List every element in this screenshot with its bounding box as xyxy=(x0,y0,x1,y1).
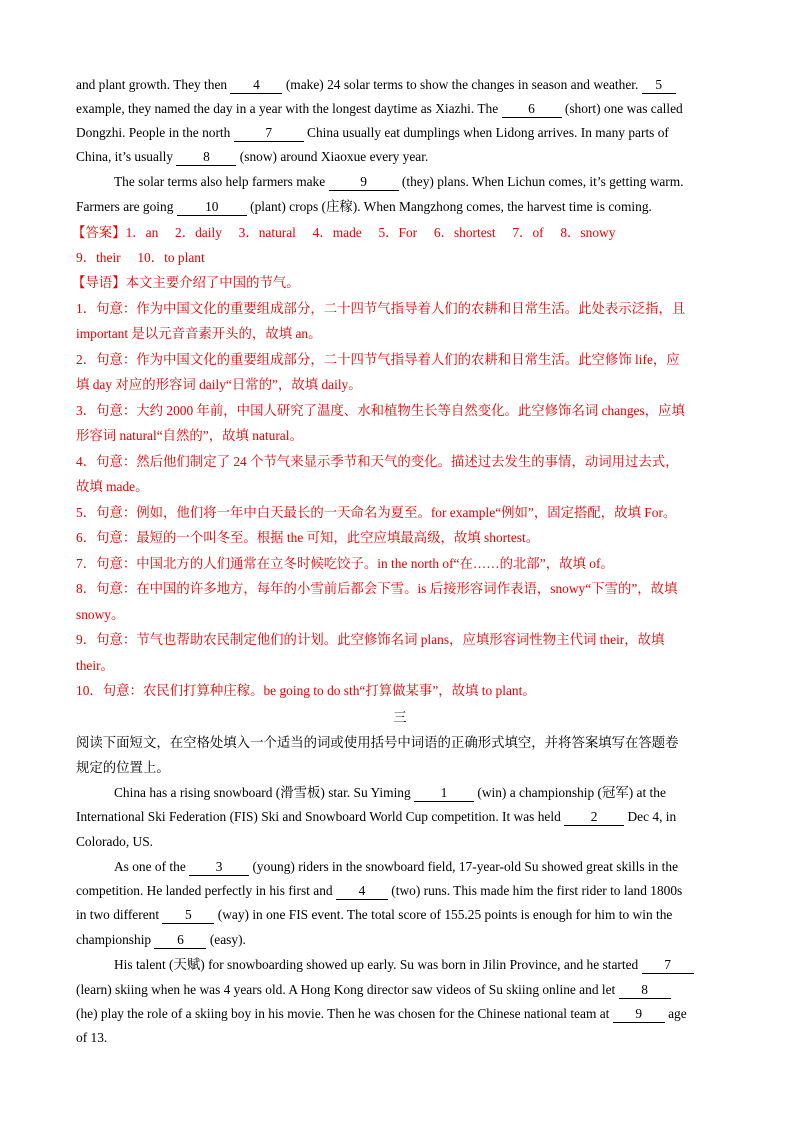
passage3-line: in two different 5 (way) in one FIS event. The total score of 155.25 points is enough for him to win the xyxy=(76,907,673,922)
explanation-line: 10．句意：农民们打算种庄稼。be going to do sth“打算做某事”，故填 to plant。 xyxy=(76,683,536,698)
passage-line-3: Dongzhi. People in the north 7 China usually eat dumplings when Lidong arrives. In many parts of xyxy=(76,125,669,140)
passage-line-1: and plant growth. They then 4 (make) 24 solar terms to show the changes in season and weather. 5 xyxy=(76,74,726,96)
blank-7[interactable]: 7 xyxy=(642,957,694,974)
blank-9[interactable]: 9 xyxy=(613,1006,665,1023)
blank-10[interactable]: 10 xyxy=(177,199,247,216)
explanation-line: 3．句意：大约 2000 年前，中国人研究了温度、水和植物生长等自然变化。此空修饰名词 changes，应填 xyxy=(76,403,685,418)
guide-label: 【导语】 xyxy=(72,275,126,290)
passage3-line: His talent (天赋) for snowboarding showed up early. Su was born in Jilin Province, and he started 7 xyxy=(114,954,726,976)
blank-7[interactable]: 7 xyxy=(234,125,304,142)
blank-8[interactable]: 8 xyxy=(619,982,671,999)
explanation-line: 9．句意：节气也帮助农民制定他们的计划。此空修饰名词 plans，应填形容词性物主代词 their，故填 xyxy=(76,632,665,647)
explanation-line: their。 xyxy=(76,658,114,673)
blank-9[interactable]: 9 xyxy=(329,174,399,191)
explanation-line: 形容词 natural“自然的”，故填 natural。 xyxy=(76,428,303,443)
guide-line: 【导语】本文主要介绍了中国的节气。 xyxy=(72,275,300,290)
explanation-line: 1．句意：作为中国文化的重要组成部分，二十四节气指导着人们的农耕和日常生活。此处表示泛指，且 xyxy=(76,301,686,316)
answer-label: 【答案】 xyxy=(72,225,126,240)
explanation-line: 7．句意：中国北方的人们通常在立冬时候吃饺子。in the north of“在……的北部”，故填 of。 xyxy=(76,556,614,571)
blank-1[interactable]: 1 xyxy=(414,785,474,802)
blank-3[interactable]: 3 xyxy=(189,859,249,876)
passage-line-4: China, it’s usually 8 (snow) around Xiaoxue every year. xyxy=(76,149,429,164)
passage-line-6: Farmers are going 10 (plant) crops (庄稼). When Mangzhong comes, the harvest time is coming. xyxy=(76,199,652,214)
answer-row-1: 【答案】1．an 2．daily 3．natural 4．made 5．For 6．shortest 7．of 8．snowy xyxy=(72,225,616,240)
passage3-line: As one of the 3 (young) riders in the snowboard field, 17-year-old Su showed great skills in the xyxy=(114,859,679,874)
passage3-line: (learn) skiing when he was 4 years old. A Hong Kong director saw videos of Su skiing online and let 8 xyxy=(76,979,726,1001)
explanation-line: 故填 made。 xyxy=(76,479,149,494)
explanation-line: 填 day 对应的形容词 daily“日常的”，故填 daily。 xyxy=(76,377,362,392)
explanation-line: 2．句意：作为中国文化的重要组成部分，二十四节气指导着人们的农耕和日常生活。此空修饰 life，应 xyxy=(76,352,680,367)
passage3-line: China has a rising snowboard (滑雪板) star. Su Yiming 1 (win) a championship (冠军) at the xyxy=(114,785,666,800)
passage3-line: of 13. xyxy=(76,1030,108,1045)
passage3-line: championship 6 (easy). xyxy=(76,932,246,947)
explanation-line: 6．句意：最短的一个叫冬至。根据 the 可知，此空应填最高级，故填 shortest。 xyxy=(76,530,540,545)
section-instructions: 阅读下面短文，在空格处填入一个适当的词或使用括号中词语的正确形式填空，并将答案填写在答题卷 xyxy=(76,735,679,750)
section-number: 三 xyxy=(393,710,407,725)
blank-6[interactable]: 6 xyxy=(154,932,206,949)
blank-5[interactable]: 5 xyxy=(162,907,214,924)
blank-8[interactable]: 8 xyxy=(176,149,236,166)
blank-5[interactable]: 5 xyxy=(642,77,676,94)
explanation-line: important 是以元音音素开头的，故填 an。 xyxy=(76,326,322,341)
passage-line-2: example, they named the day in a year with the longest daytime as Xiazhi. The 6 (short) one was called xyxy=(76,101,683,116)
blank-4[interactable]: 4 xyxy=(230,77,282,94)
blank-6[interactable]: 6 xyxy=(502,101,562,118)
passage3-line: Colorado, US. xyxy=(76,834,153,849)
passage3-line: International Ski Federation (FIS) Ski and Snowboard World Cup competition. It was held 2 Dec 4, in xyxy=(76,809,677,824)
passage-line-5: The solar terms also help farmers make 9 (they) plans. When Lichun comes, it’s getting warm. xyxy=(114,174,684,189)
blank-4[interactable]: 4 xyxy=(336,883,388,900)
explanation-line: snowy。 xyxy=(76,607,125,622)
explanation-line: 5．句意：例如，他们将一年中白天最长的一天命名为夏至。for example“例如”，固定搭配，故填 For。 xyxy=(76,505,677,520)
passage3-line: (he) play the role of a skiing boy in his movie. Then he was chosen for the Chinese national team at 9 age xyxy=(76,1006,687,1021)
passage3-line: competition. He landed perfectly in his first and 4 (two) runs. This made him the first rider to land 1800s xyxy=(76,883,683,898)
blank-2[interactable]: 2 xyxy=(564,809,624,826)
explanation-line: 8．句意：在中国的许多地方，每年的小雪前后都会下雪。is 后接形容词作表语，snowy“下雪的”，故填 xyxy=(76,581,678,596)
explanation-line: 4．句意：然后他们制定了 24 个节气来显示季节和天气的变化。描述过去发生的事情，动词用过去式， xyxy=(76,454,679,469)
section-instructions: 规定的位置上。 xyxy=(76,760,170,775)
answer-row-2: 9．their 10．to plant xyxy=(76,250,205,265)
